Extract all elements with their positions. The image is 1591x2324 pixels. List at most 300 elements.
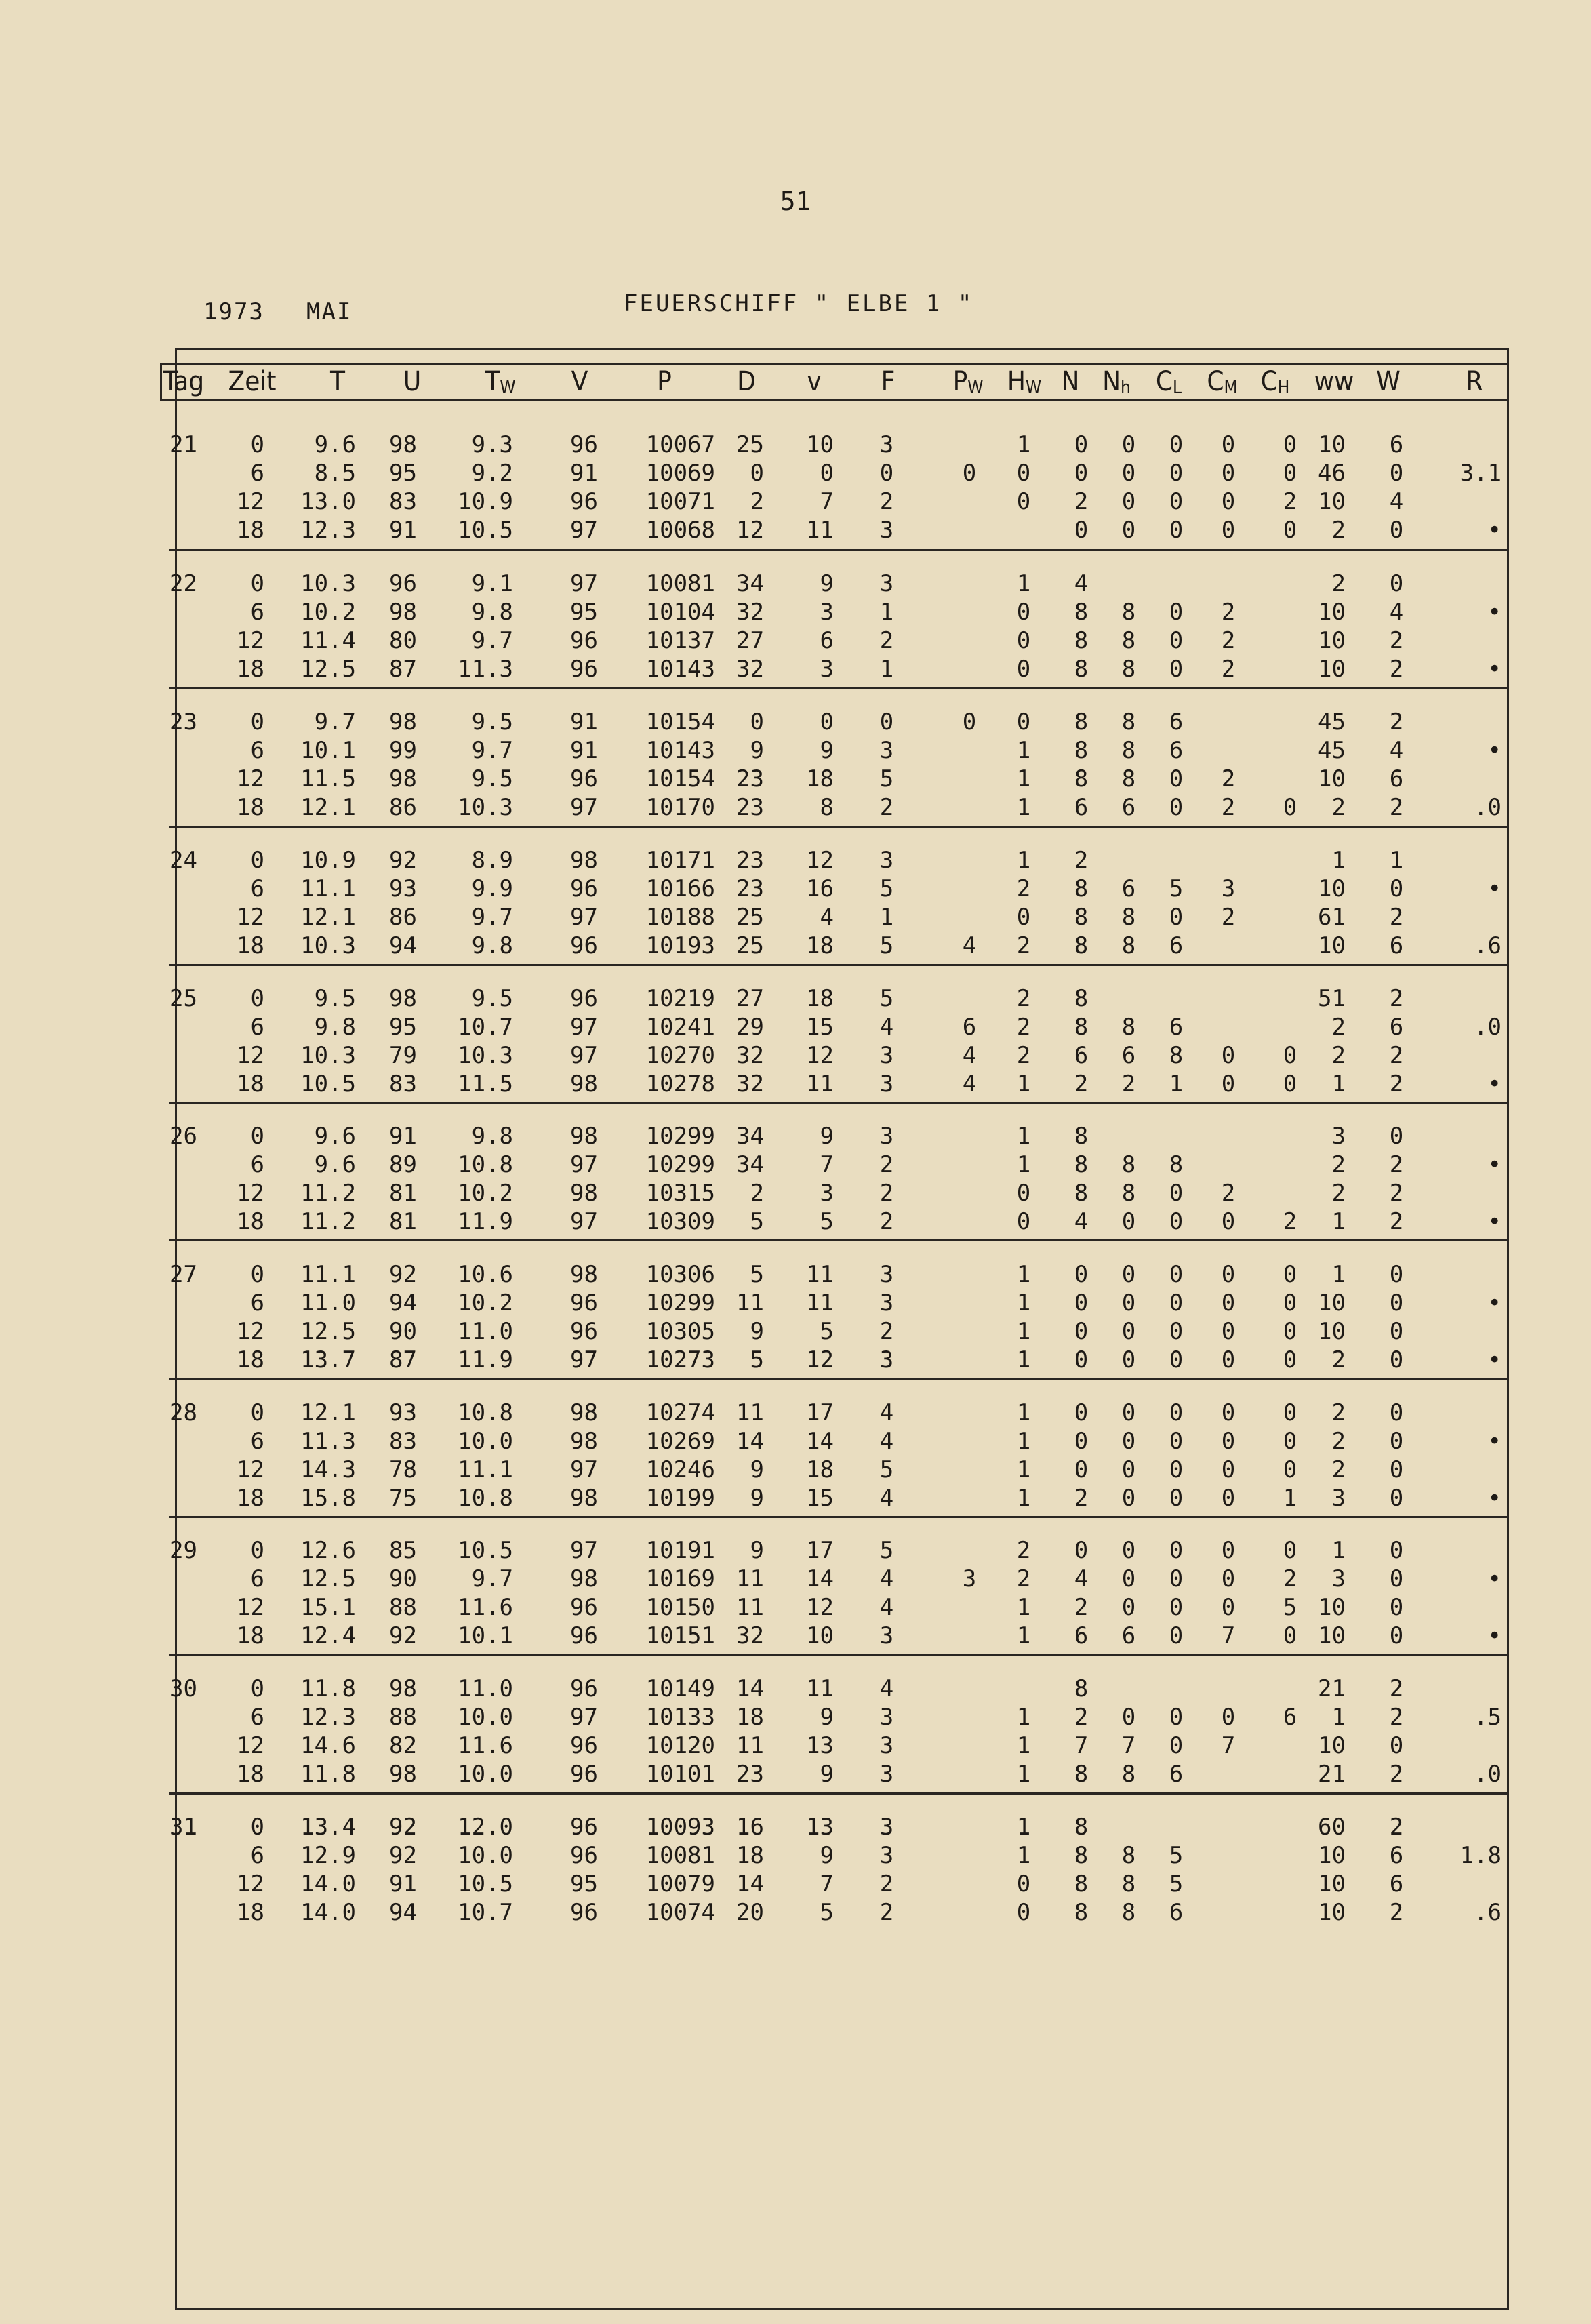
column-header-subscript: W — [1025, 378, 1042, 398]
column-header-subscript: L — [1173, 378, 1182, 398]
cell-w: 0 — [1389, 1318, 1404, 1345]
cell-ww: 21 — [1318, 1761, 1346, 1788]
column-header-label: v — [807, 366, 822, 397]
cell-d: 23 — [736, 847, 764, 874]
cell-n: 0 — [1074, 517, 1089, 544]
cell-ch: 0 — [1283, 1537, 1297, 1564]
cell-nh: 8 — [1121, 599, 1136, 626]
cell-v: 96 — [570, 488, 598, 515]
cell-u: 88 — [389, 1594, 417, 1621]
cell-u: 87 — [389, 656, 417, 683]
column-header-ww — [1314, 365, 1354, 399]
cell-hw: 0 — [1016, 1180, 1031, 1207]
cell-f: 4 — [879, 1485, 894, 1512]
cell-v: 7 — [820, 1870, 834, 1898]
column-header-label: U — [403, 366, 422, 397]
cell-u: 98 — [389, 765, 417, 793]
cell-cm: 2 — [1221, 1180, 1236, 1207]
cell-p: 10309 — [645, 1208, 715, 1235]
cell-p: 10299 — [645, 1123, 715, 1150]
cell-p: 10269 — [645, 1428, 715, 1455]
cell-f: 4 — [879, 1428, 894, 1455]
cell-d: 34 — [736, 570, 764, 597]
cell-n: 8 — [1074, 1675, 1089, 1702]
cell-hw: 1 — [1016, 1704, 1031, 1731]
cell-w: 0 — [1389, 1485, 1404, 1512]
cell-v: 96 — [570, 1675, 598, 1702]
cell-v: 97 — [570, 1537, 598, 1564]
cell-nh: 0 — [1121, 1456, 1136, 1483]
cell-f: 3 — [879, 1042, 894, 1069]
day-block-28 — [169, 1399, 1509, 1534]
cell-n: 8 — [1074, 1180, 1089, 1207]
cell-p: 10170 — [645, 794, 715, 821]
cell-v: 96 — [570, 1899, 598, 1926]
cell-w: 6 — [1389, 1870, 1404, 1898]
table-row — [169, 765, 1509, 793]
cell-ww: 2 — [1331, 1014, 1346, 1041]
cell-t: 10.3 — [300, 570, 356, 597]
cell-d: 9 — [750, 1485, 764, 1512]
cell-v: 97 — [570, 904, 598, 931]
cell-r: • — [1487, 737, 1502, 764]
cell-zeit: 0 — [250, 1814, 264, 1841]
cell-t: 11.2 — [300, 1208, 356, 1235]
day-label: 26 — [169, 1123, 197, 1150]
cell-p: 10241 — [645, 1014, 715, 1041]
cell-ww: 10 — [1318, 875, 1346, 902]
cell-r: • — [1487, 1346, 1502, 1374]
cell-nh: 8 — [1121, 627, 1136, 654]
cell-u: 94 — [389, 932, 417, 959]
cell-cl: 0 — [1169, 1261, 1184, 1288]
day-label: 24 — [169, 847, 197, 874]
cell-t: 12.5 — [300, 656, 356, 683]
table-row — [169, 1041, 1509, 1070]
cell-ch: 0 — [1283, 1428, 1297, 1455]
cell-ww: 3 — [1331, 1123, 1346, 1150]
cell-zeit: 12 — [237, 1870, 264, 1898]
cell-w: 0 — [1389, 1456, 1404, 1483]
table-row — [169, 1898, 1509, 1927]
cell-u: 98 — [389, 985, 417, 1012]
column-header-Pw — [953, 365, 984, 399]
cell-tw: 9.8 — [471, 599, 513, 626]
cell-v: 96 — [570, 1732, 598, 1759]
cell-hw: 0 — [1016, 904, 1031, 931]
cell-d: 32 — [736, 1622, 764, 1649]
column-header-Tw — [485, 365, 515, 399]
cell-tw: 11.0 — [458, 1675, 513, 1702]
cell-d: 9 — [750, 1537, 764, 1564]
cell-n: 6 — [1074, 1042, 1089, 1069]
cell-w: 0 — [1389, 1346, 1404, 1374]
cell-u: 91 — [389, 1870, 417, 1898]
cell-cl: 0 — [1169, 488, 1184, 515]
column-header-D — [737, 365, 756, 399]
cell-nh: 0 — [1121, 1594, 1136, 1621]
cell-n: 8 — [1074, 904, 1089, 931]
cell-hw: 2 — [1016, 1565, 1031, 1592]
cell-tw: 9.7 — [471, 1565, 513, 1592]
cell-v: 97 — [570, 1042, 598, 1069]
cell-u: 99 — [389, 737, 417, 764]
cell-cm: 0 — [1221, 1318, 1236, 1345]
cell-zeit: 18 — [237, 517, 264, 544]
cell-p: 10133 — [645, 1704, 715, 1731]
cell-t: 12.1 — [300, 904, 356, 931]
cell-v: 9 — [820, 1704, 834, 1731]
cell-p: 10273 — [645, 1346, 715, 1374]
cell-hw: 1 — [1016, 1289, 1031, 1317]
cell-d: 34 — [736, 1123, 764, 1150]
cell-v: 96 — [570, 1289, 598, 1317]
cell-zeit: 12 — [237, 1594, 264, 1621]
cell-t: 13.0 — [300, 488, 356, 515]
cell-v: 3 — [820, 1180, 834, 1207]
cell-v: 11 — [806, 1070, 834, 1098]
cell-zeit: 0 — [250, 985, 264, 1012]
cell-ww: 10 — [1318, 488, 1346, 515]
cell-nh: 8 — [1121, 1151, 1136, 1178]
day-block-22 — [169, 569, 1509, 705]
cell-w: 2 — [1389, 708, 1404, 736]
cell-tw: 12.0 — [458, 1814, 513, 1841]
cell-v: 98 — [570, 847, 598, 874]
cell-d: 32 — [736, 1070, 764, 1098]
cell-v: 10 — [806, 431, 834, 458]
cell-n: 2 — [1074, 1594, 1089, 1621]
cell-tw: 11.9 — [458, 1346, 513, 1374]
cell-zeit: 0 — [250, 431, 264, 458]
cell-u: 92 — [389, 847, 417, 874]
cell-d: 25 — [736, 431, 764, 458]
cell-tw: 10.6 — [458, 1261, 513, 1288]
cell-cm: 0 — [1221, 1537, 1236, 1564]
cell-hw: 2 — [1016, 1537, 1031, 1564]
day-block-25 — [169, 984, 1509, 1120]
cell-tw: 10.3 — [458, 794, 513, 821]
cell-p: 10193 — [645, 932, 715, 959]
cell-t: 13.4 — [300, 1814, 356, 1841]
cell-t: 10.3 — [300, 932, 356, 959]
cell-f: 2 — [879, 794, 894, 821]
column-header-subscript: H — [1277, 378, 1290, 398]
column-header-label: F — [881, 366, 895, 397]
cell-d: 11 — [736, 1289, 764, 1317]
cell-f: 3 — [879, 1814, 894, 1841]
cell-u: 98 — [389, 599, 417, 626]
cell-u: 90 — [389, 1318, 417, 1345]
cell-f: 4 — [879, 1594, 894, 1621]
cell-v: 11 — [806, 1289, 834, 1317]
cell-f: 3 — [879, 1070, 894, 1098]
day-separator — [169, 1792, 1508, 1795]
cell-d: 11 — [736, 1594, 764, 1621]
cell-u: 95 — [389, 460, 417, 487]
cell-cl: 0 — [1169, 1622, 1184, 1649]
column-header-zeit — [228, 365, 277, 399]
day-label: 25 — [169, 985, 197, 1012]
cell-tw: 11.6 — [458, 1594, 513, 1621]
cell-u: 89 — [389, 1151, 417, 1178]
cell-hw: 2 — [1016, 932, 1031, 959]
cell-cl: 6 — [1169, 932, 1184, 959]
cell-v: 16 — [806, 875, 834, 902]
column-header-V — [571, 365, 588, 399]
table-row — [169, 1622, 1509, 1650]
cell-t: 12.9 — [300, 1842, 356, 1869]
cell-cl: 0 — [1169, 1732, 1184, 1759]
cell-ww: 10 — [1318, 1289, 1346, 1317]
table-row — [169, 1346, 1509, 1374]
cell-pw: 4 — [962, 1042, 977, 1069]
cell-ww: 1 — [1331, 1070, 1346, 1098]
cell-p: 10104 — [645, 599, 715, 626]
cell-f: 2 — [879, 1151, 894, 1178]
cell-nh: 0 — [1121, 1565, 1136, 1592]
cell-t: 11.1 — [300, 875, 356, 902]
cell-hw: 0 — [1016, 656, 1031, 683]
cell-hw: 0 — [1016, 708, 1031, 736]
cell-zeit: 18 — [237, 932, 264, 959]
cell-f: 2 — [879, 1180, 894, 1207]
cell-cl: 0 — [1169, 1428, 1184, 1455]
cell-v: 97 — [570, 1014, 598, 1041]
cell-r: 3.1 — [1459, 460, 1502, 487]
cell-zeit: 12 — [237, 488, 264, 515]
cell-zeit: 12 — [237, 904, 264, 931]
cell-tw: 9.7 — [471, 737, 513, 764]
cell-tw: 9.5 — [471, 985, 513, 1012]
cell-f: 3 — [879, 1704, 894, 1731]
column-header-label: P — [657, 366, 672, 397]
cell-n: 8 — [1074, 1899, 1089, 1926]
cell-t: 14.3 — [300, 1456, 356, 1483]
cell-n: 0 — [1074, 431, 1089, 458]
column-header-Nh — [1102, 365, 1131, 399]
cell-d: 23 — [736, 1761, 764, 1788]
cell-nh: 8 — [1121, 656, 1136, 683]
cell-cl: 6 — [1169, 1899, 1184, 1926]
cell-tw: 9.8 — [471, 1123, 513, 1150]
header-ship: FEUERSCHIFF " ELBE 1 " — [624, 290, 974, 317]
cell-u: 92 — [389, 1842, 417, 1869]
cell-zeit: 0 — [250, 1261, 264, 1288]
cell-f: 3 — [879, 737, 894, 764]
cell-f: 5 — [879, 932, 894, 959]
cell-v: 10 — [806, 1622, 834, 1649]
cell-cm: 7 — [1221, 1622, 1236, 1649]
cell-zeit: 18 — [237, 1485, 264, 1512]
cell-d: 25 — [736, 904, 764, 931]
cell-hw: 1 — [1016, 1151, 1031, 1178]
cell-w: 4 — [1389, 488, 1404, 515]
cell-d: 12 — [736, 517, 764, 544]
cell-v: 12 — [806, 1594, 834, 1621]
cell-v: 5 — [820, 1318, 834, 1345]
cell-cl: 0 — [1169, 1318, 1184, 1345]
cell-v: 97 — [570, 794, 598, 821]
table-row — [169, 598, 1509, 626]
cell-n: 0 — [1074, 460, 1089, 487]
cell-n: 8 — [1074, 932, 1089, 959]
cell-hw: 2 — [1016, 1014, 1031, 1041]
cell-zeit: 18 — [237, 1622, 264, 1649]
cell-cm: 0 — [1221, 1485, 1236, 1512]
cell-v: 91 — [570, 708, 598, 736]
cell-nh: 8 — [1121, 1899, 1136, 1926]
cell-v: 96 — [570, 1842, 598, 1869]
cell-zeit: 6 — [250, 460, 264, 487]
cell-w: 6 — [1389, 765, 1404, 793]
cell-t: 11.8 — [300, 1675, 356, 1702]
table-row — [169, 1207, 1509, 1236]
cell-f: 3 — [879, 1261, 894, 1288]
cell-cm: 0 — [1221, 1042, 1236, 1069]
cell-w: 0 — [1389, 1123, 1404, 1150]
cell-v: 3 — [820, 656, 834, 683]
cell-cm: 0 — [1221, 1261, 1236, 1288]
cell-cm: 2 — [1221, 627, 1236, 654]
cell-t: 12.3 — [300, 517, 356, 544]
column-header-label: N — [1061, 366, 1080, 397]
cell-hw: 0 — [1016, 460, 1031, 487]
cell-n: 8 — [1074, 599, 1089, 626]
cell-pw: 4 — [962, 932, 977, 959]
cell-r: .6 — [1474, 932, 1502, 959]
cell-t: 10.9 — [300, 847, 356, 874]
cell-v: 9 — [820, 1123, 834, 1150]
cell-v: 13 — [806, 1732, 834, 1759]
cell-tw: 11.6 — [458, 1732, 513, 1759]
cell-ch: 0 — [1283, 1289, 1297, 1317]
cell-ww: 10 — [1318, 656, 1346, 683]
cell-tw: 8.9 — [471, 847, 513, 874]
cell-v: 14 — [806, 1428, 834, 1455]
cell-w: 2 — [1389, 1899, 1404, 1926]
cell-ww: 46 — [1318, 460, 1346, 487]
cell-cm: 2 — [1221, 765, 1236, 793]
cell-n: 8 — [1074, 627, 1089, 654]
cell-r: • — [1487, 875, 1502, 902]
cell-v: 97 — [570, 570, 598, 597]
cell-f: 3 — [879, 431, 894, 458]
column-header-T — [330, 365, 345, 399]
cell-w: 2 — [1389, 1761, 1404, 1788]
cell-p: 10306 — [645, 1261, 715, 1288]
table-row — [169, 1150, 1509, 1179]
column-header-label: C — [1207, 366, 1224, 397]
cell-v: 97 — [570, 1151, 598, 1178]
cell-d: 9 — [750, 1318, 764, 1345]
cell-v: 0 — [820, 708, 834, 736]
cell-r: • — [1487, 599, 1502, 626]
cell-nh: 8 — [1121, 1014, 1136, 1041]
cell-hw: 1 — [1016, 1070, 1031, 1098]
cell-t: 9.5 — [314, 985, 356, 1012]
table-row — [169, 846, 1509, 875]
day-block-21 — [169, 430, 1509, 566]
cell-tw: 9.5 — [471, 765, 513, 793]
cell-ch: 0 — [1283, 517, 1297, 544]
cell-n: 8 — [1074, 1014, 1089, 1041]
cell-cm: 0 — [1221, 1594, 1236, 1621]
cell-cl: 0 — [1169, 794, 1184, 821]
cell-d: 2 — [750, 488, 764, 515]
cell-nh: 0 — [1121, 1208, 1136, 1235]
cell-u: 95 — [389, 1014, 417, 1041]
cell-u: 98 — [389, 1675, 417, 1702]
cell-v: 7 — [820, 1151, 834, 1178]
column-header-P — [657, 365, 672, 399]
cell-nh: 8 — [1121, 737, 1136, 764]
cell-n: 0 — [1074, 1428, 1089, 1455]
cell-f: 2 — [879, 1208, 894, 1235]
table-row — [169, 487, 1509, 516]
cell-v: 9 — [820, 1761, 834, 1788]
cell-hw: 0 — [1016, 1208, 1031, 1235]
cell-w: 0 — [1389, 1622, 1404, 1649]
cell-p: 10299 — [645, 1151, 715, 1178]
cell-ww: 1 — [1331, 1208, 1346, 1235]
cell-u: 91 — [389, 517, 417, 544]
cell-ch: 0 — [1283, 1070, 1297, 1098]
cell-f: 5 — [879, 1456, 894, 1483]
cell-u: 96 — [389, 570, 417, 597]
column-header-subscript: W — [500, 378, 516, 398]
table-row — [169, 655, 1509, 683]
cell-n: 0 — [1074, 1261, 1089, 1288]
cell-hw: 0 — [1016, 488, 1031, 515]
cell-zeit: 0 — [250, 1123, 264, 1150]
cell-r: .0 — [1474, 1014, 1502, 1041]
cell-v: 9 — [820, 737, 834, 764]
cell-nh: 8 — [1121, 708, 1136, 736]
cell-zeit: 12 — [237, 1732, 264, 1759]
table-row — [169, 569, 1509, 598]
table-row — [169, 1317, 1509, 1346]
table-row — [169, 984, 1509, 1013]
cell-nh: 8 — [1121, 1761, 1136, 1788]
column-header-subscript: M — [1224, 378, 1238, 398]
day-label: 22 — [169, 570, 197, 597]
cell-cl: 0 — [1169, 517, 1184, 544]
cell-hw: 1 — [1016, 1842, 1031, 1869]
cell-v: 97 — [570, 1208, 598, 1235]
column-header-label: D — [737, 366, 756, 397]
cell-nh: 6 — [1121, 875, 1136, 902]
cell-n: 8 — [1074, 1842, 1089, 1869]
day-block-31 — [169, 1813, 1509, 1948]
cell-cl: 0 — [1169, 1704, 1184, 1731]
cell-n: 0 — [1074, 1399, 1089, 1426]
cell-w: 1 — [1389, 847, 1404, 874]
cell-r: • — [1487, 1565, 1502, 1592]
cell-hw: 1 — [1016, 1732, 1031, 1759]
cell-cl: 8 — [1169, 1042, 1184, 1069]
cell-r: 1.8 — [1459, 1842, 1502, 1869]
cell-cl: 0 — [1169, 1208, 1184, 1235]
cell-t: 11.0 — [300, 1289, 356, 1317]
cell-tw: 9.1 — [471, 570, 513, 597]
cell-v: 96 — [570, 875, 598, 902]
page-number: 51 — [780, 186, 811, 216]
cell-v: 5 — [820, 1208, 834, 1235]
cell-ch: 0 — [1283, 1622, 1297, 1649]
cell-ww: 3 — [1331, 1485, 1346, 1512]
cell-v: 12 — [806, 847, 834, 874]
